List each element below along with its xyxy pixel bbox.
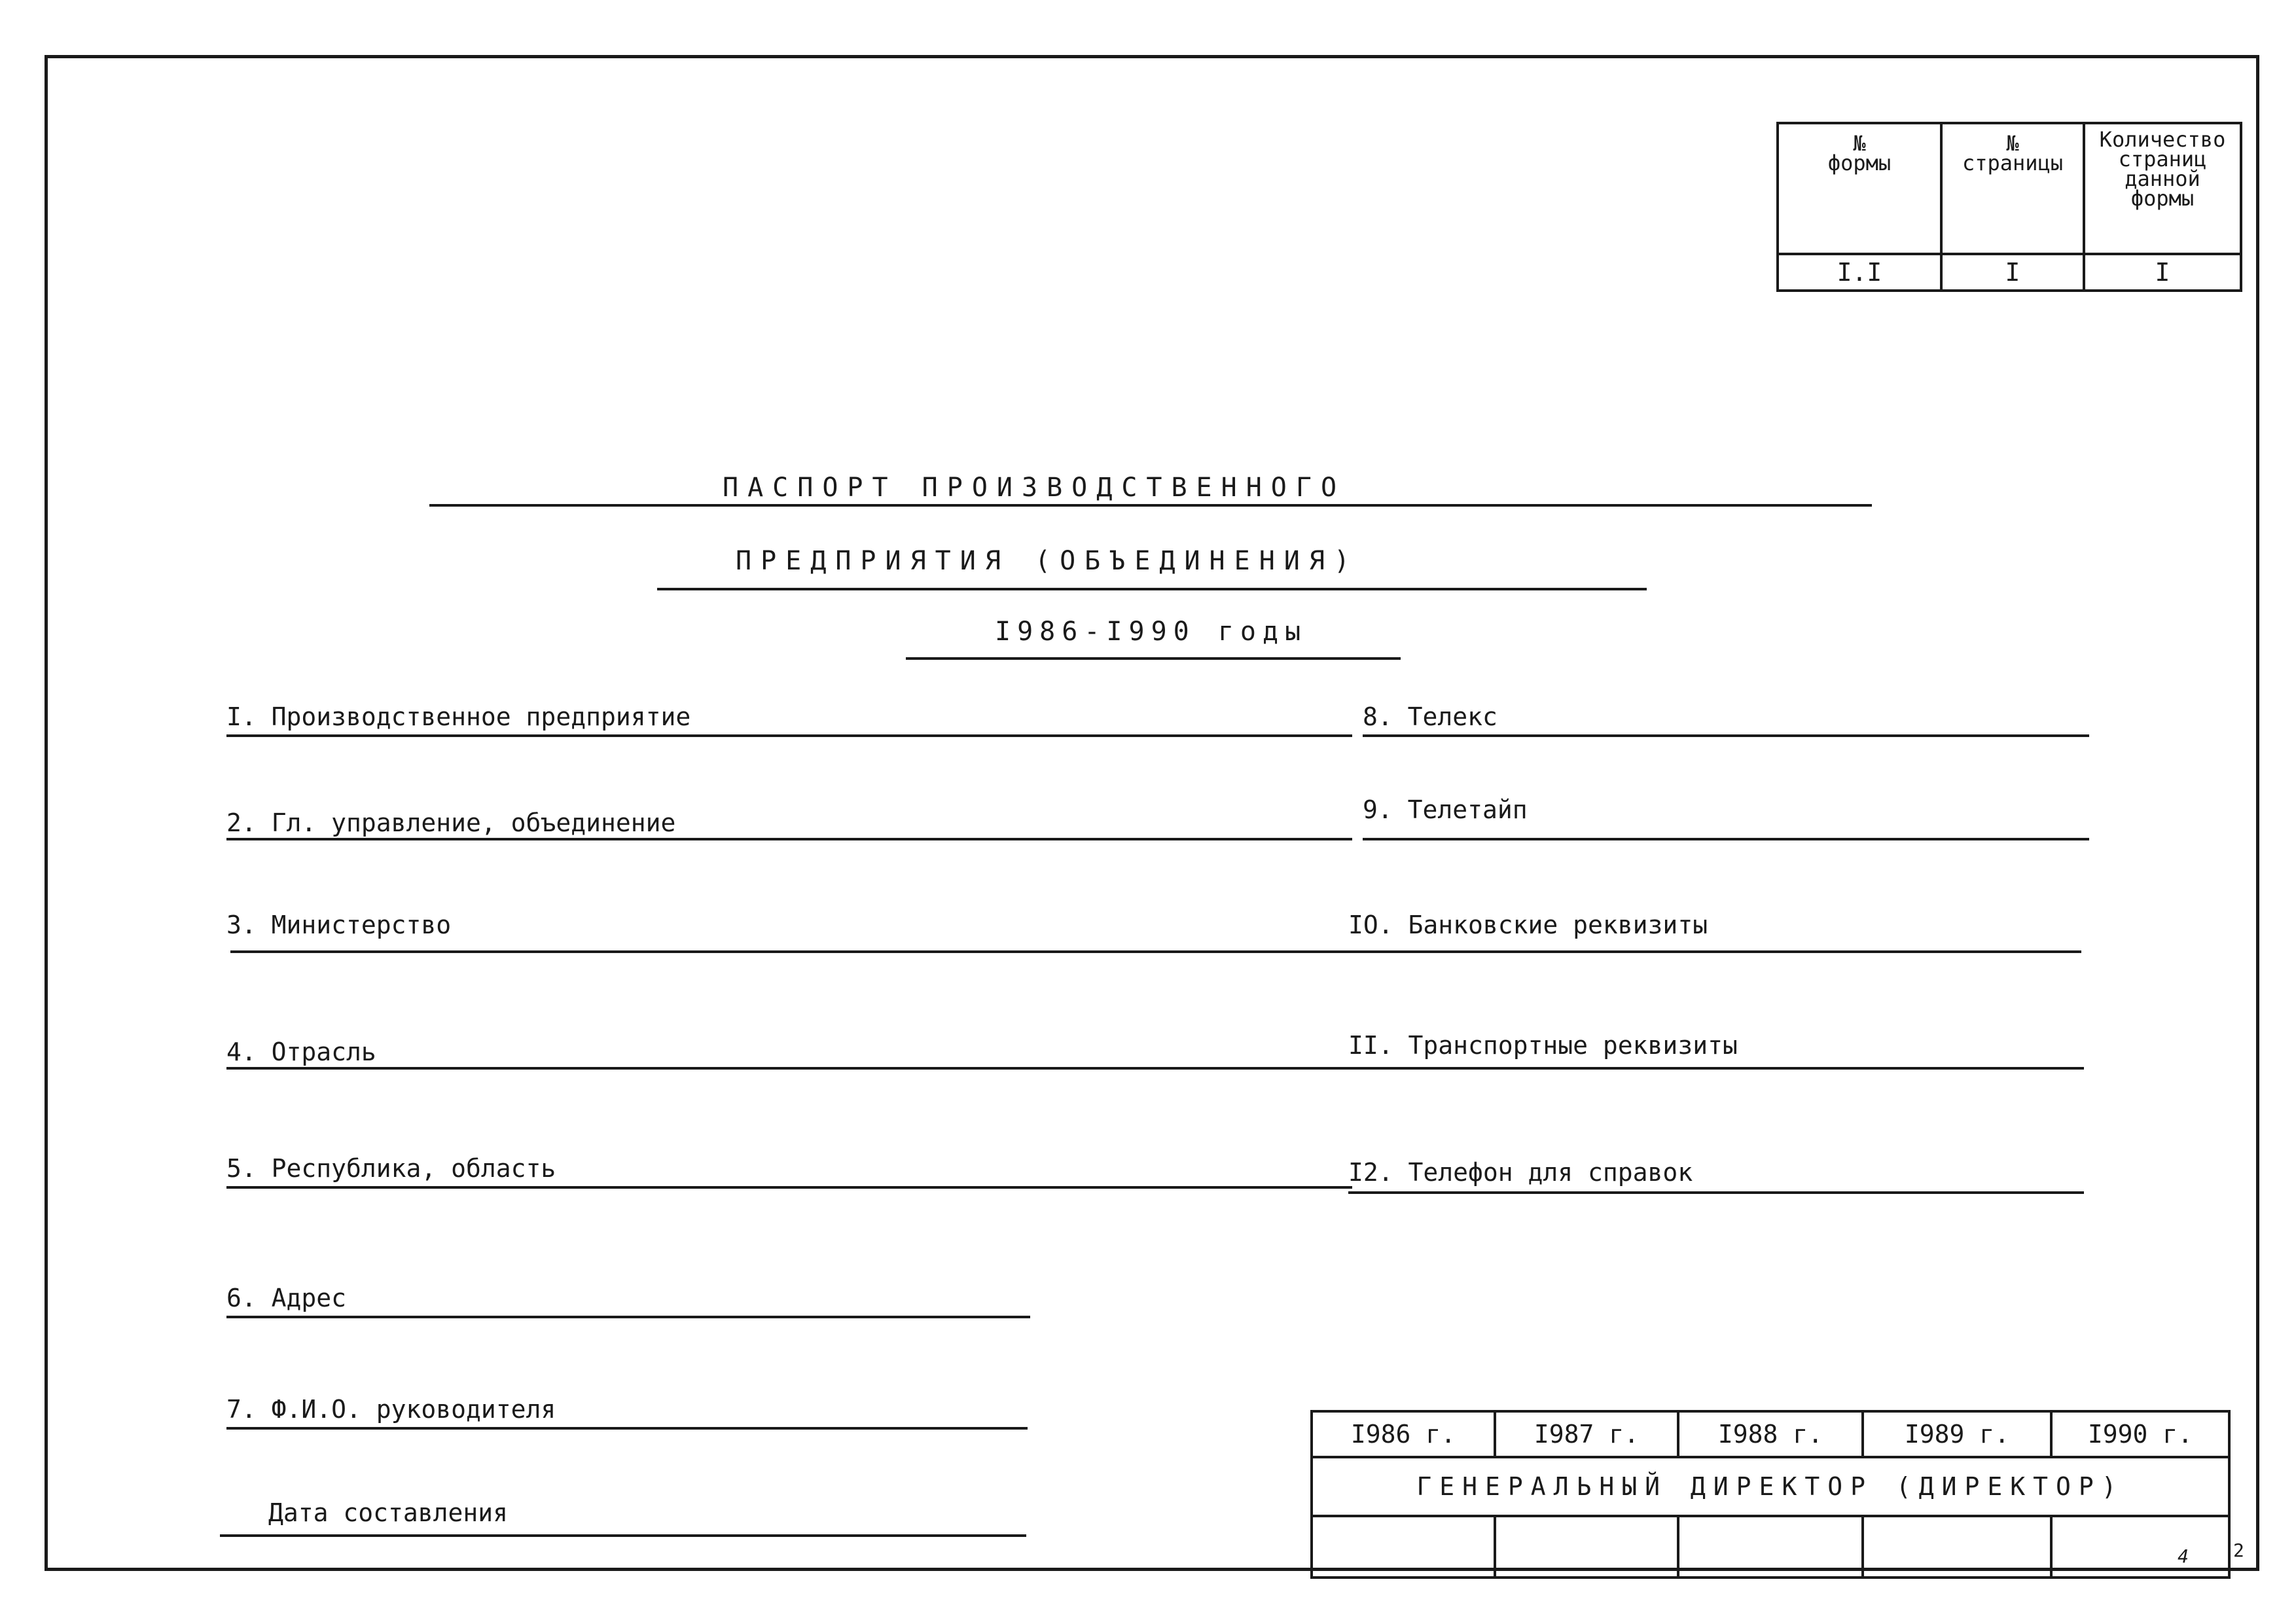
field-address-line	[226, 1316, 1030, 1318]
page-number-value: I	[1941, 254, 2084, 291]
title-line-1-underline	[429, 504, 1872, 507]
signature-table	[1310, 1410, 2231, 1579]
field-director-name: 7. Ф.И.О. руководителя	[226, 1395, 556, 1424]
field-telex-line	[1363, 734, 2089, 737]
pages-count-header	[2084, 123, 2241, 254]
field-date-compiled: Дата составления	[268, 1498, 509, 1527]
field-industry: 4. Отрасль	[226, 1038, 376, 1066]
signature-cell-3[interactable]	[1678, 1516, 1863, 1578]
field-industry-line	[226, 1067, 1352, 1070]
field-enterprise-line	[226, 734, 1352, 737]
field-telex: 8. Телекс	[1363, 702, 1498, 731]
field-transport-details-line	[1348, 1067, 2084, 1070]
title-line-2: ПРЕДПРИЯТИЯ (ОБЪЕДИНЕНИЯ)	[736, 546, 1359, 576]
form-number-header	[1778, 123, 1941, 254]
field-enterprise: I. Производственное предприятие	[226, 702, 691, 731]
signature-row	[1312, 1516, 2229, 1578]
field-bank-details-line	[1348, 950, 2081, 953]
page-number-header	[1941, 123, 2084, 254]
page-mark: 4	[2178, 1545, 2189, 1567]
year-cell-1: I986 г.	[1312, 1411, 1495, 1457]
pages-count-header-text: Количество страниц данной формы	[2099, 127, 2226, 211]
year-cell-5: I990 г.	[2051, 1411, 2229, 1457]
role-cell: ГЕНЕРАЛЬНЫЙ ДИРЕКТОР (ДИРЕКТОР)	[1312, 1457, 2229, 1516]
form-info-table	[1776, 122, 2242, 292]
signature-cell-1[interactable]	[1312, 1516, 1495, 1578]
field-date-compiled-line	[220, 1534, 1026, 1537]
form-info-values-row	[1778, 254, 2241, 291]
field-teletype: 9. Телетайп	[1363, 795, 1528, 824]
field-ministry: 3. Министерство	[226, 911, 452, 939]
signature-cell-2[interactable]	[1495, 1516, 1678, 1578]
field-main-department-line	[226, 838, 1352, 840]
role-row	[1312, 1457, 2229, 1516]
year-cell-3: I988 г.	[1678, 1411, 1863, 1457]
title-line-1: ПАСПОРТ ПРОИЗВОДСТВЕННОГО	[723, 473, 1346, 503]
years-row	[1312, 1411, 2229, 1457]
form-number-value: I.I	[1778, 254, 1941, 291]
title-line-3-underline	[906, 657, 1401, 660]
form-number-header-text: № формы	[1827, 131, 1892, 175]
field-phone-line	[1348, 1191, 2084, 1194]
field-region-line	[226, 1186, 1352, 1189]
year-cell-4: I989 г.	[1863, 1411, 2051, 1457]
title-line-2-underline	[657, 588, 1647, 590]
field-phone: I2. Телефон для справок	[1348, 1158, 1693, 1187]
field-main-department: 2. Гл. управление, объединение	[226, 808, 676, 837]
signature-cell-4[interactable]	[1863, 1516, 2051, 1578]
year-cell-2: I987 г.	[1495, 1411, 1678, 1457]
side-mark: 2	[2233, 1540, 2244, 1561]
field-director-name-line	[226, 1427, 1028, 1430]
title-line-3: I986-I990 годы	[995, 617, 1308, 647]
field-address: 6. Адрес	[226, 1284, 347, 1312]
field-transport-details: II. Транспортные реквизиты	[1348, 1031, 1738, 1060]
form-info-header-row	[1778, 123, 2241, 254]
pages-count-value: I	[2084, 254, 2241, 291]
field-region: 5. Республика, область	[226, 1154, 556, 1183]
field-ministry-line	[230, 950, 1352, 953]
signature-cell-5[interactable]	[2051, 1516, 2229, 1578]
field-teletype-line	[1363, 838, 2089, 840]
page-number-header-text: № страницы	[1962, 131, 2064, 175]
field-bank-details: IO. Банковские реквизиты	[1348, 911, 1708, 939]
